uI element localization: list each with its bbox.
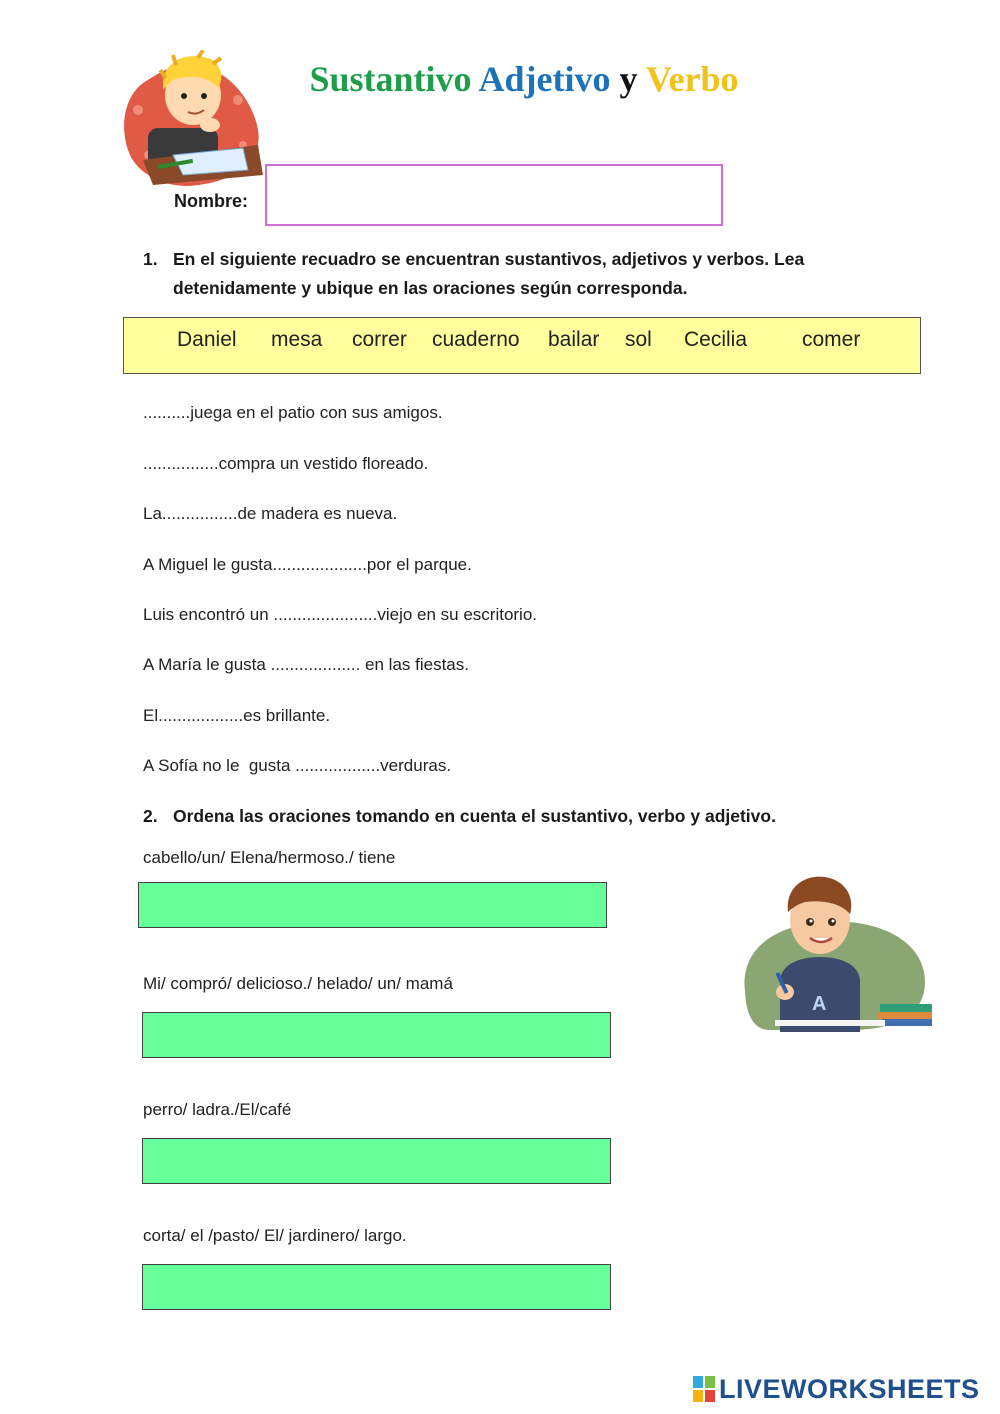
word-bank-item[interactable]: Daniel — [177, 328, 237, 351]
fill-sentence[interactable]: ................compra un vestido floreado. — [143, 454, 429, 473]
scramble-prompt: corta/ el /pasto/ El/ jardinero/ largo. — [143, 1226, 407, 1245]
word-bank-item[interactable]: comer — [802, 328, 861, 351]
answer-input[interactable] — [142, 1138, 611, 1184]
fill-sentence[interactable]: El..................es brillante. — [143, 706, 331, 725]
section2-instruction — [143, 802, 903, 832]
section1-instruction-line1: En el siguiente recuadro se encuentran sustantivos, adjetivos y verbos. Lea — [173, 249, 805, 269]
name-label: Nombre: — [174, 191, 249, 211]
answer-input[interactable] — [142, 1012, 611, 1058]
name-input[interactable] — [265, 164, 723, 226]
fill-sentence[interactable]: A Miguel le gusta....................por el parque. — [143, 555, 472, 574]
answer-input[interactable] — [142, 1264, 611, 1310]
word-bank-item[interactable]: mesa — [271, 328, 323, 351]
liveworksheets-logo — [693, 1374, 989, 1404]
liveworksheets-icon — [693, 1376, 715, 1402]
fill-sentence[interactable]: La................de madera es nueva. — [143, 504, 398, 523]
fill-sentence[interactable]: ..........juega en el patio con sus amigos. — [143, 403, 443, 422]
title-word-sustantivo: Sustantivo — [309, 59, 472, 99]
word-bank-item[interactable]: bailar — [548, 328, 600, 351]
title-word-y: y — [619, 59, 638, 99]
answer-input[interactable] — [138, 882, 607, 928]
page-title — [0, 58, 1000, 100]
section1-instruction-line2: detenidamente y ubique en las oraciones según corresponda. — [173, 278, 688, 298]
word-bank-item[interactable]: correr — [352, 328, 407, 351]
scramble-prompt: perro/ ladra./El/café — [143, 1100, 292, 1119]
word-bank — [123, 317, 921, 374]
scramble-prompt: cabello/un/ Elena/hermoso./ tiene — [143, 848, 396, 867]
word-bank-item[interactable]: Cecilia — [684, 328, 748, 351]
liveworksheets-wordmark: LIVEWORKSHEETS — [719, 1374, 980, 1404]
writing-boy-illustration — [740, 872, 935, 1032]
title-word-adjetivo: Adjetivo — [478, 59, 611, 99]
section2-instruction-text: Ordena las oraciones tomando en cuenta el sustantivo, verbo y adjetivo. — [173, 806, 776, 826]
svg-text:A: A — [812, 993, 827, 1015]
section1-instruction — [143, 245, 903, 305]
section1-number: 1. — [143, 249, 158, 269]
word-bank-item[interactable]: cuaderno — [432, 328, 520, 351]
word-bank-item[interactable]: sol — [625, 328, 652, 351]
fill-sentence[interactable]: A Sofía no le gusta ..................verduras. — [143, 756, 452, 775]
fill-sentence[interactable]: A María le gusta ................... en las fiestas. — [143, 655, 469, 674]
scramble-prompt: Mi/ compró/ delicioso./ helado/ un/ mamá — [143, 974, 453, 993]
title-word-verbo: Verbo — [645, 59, 739, 99]
fill-sentence[interactable]: Luis encontró un ......................viejo en su escritorio. — [143, 605, 538, 624]
section2-number: 2. — [143, 806, 158, 826]
